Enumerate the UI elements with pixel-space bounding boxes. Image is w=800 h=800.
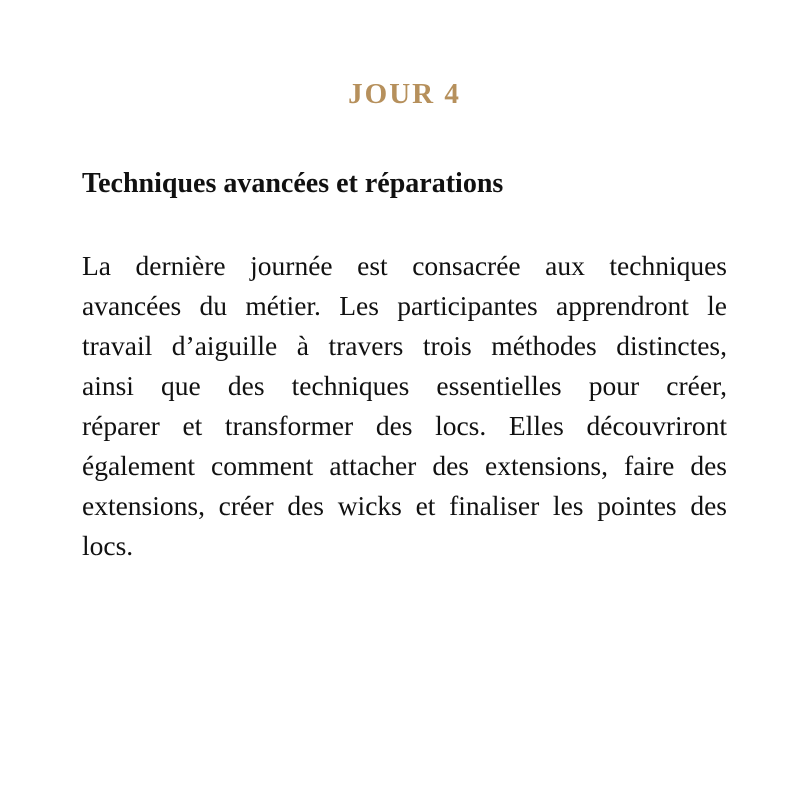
- paragraph-line: locs.: [82, 530, 134, 561]
- paragraph-line: La dernière journée est consacrée aux techniques: [82, 250, 727, 281]
- paragraph-line: ainsi que des techniques essentielles pour créer,: [82, 370, 727, 401]
- paragraph-line: également comment attacher des extensions, faire des: [82, 450, 727, 481]
- document-page: [82, 0, 727, 566]
- paragraph-line: avancées du métier. Les participantes apprendront le: [82, 290, 727, 321]
- paragraph-line: réparer et transformer des locs. Elles découvriront: [82, 410, 727, 441]
- paragraph-line: extensions, créer des wicks et finaliser les pointes des: [82, 490, 727, 521]
- paragraph-line: travail d’aiguille à travers trois méthodes distinctes,: [82, 330, 727, 361]
- day-title: JOUR 4: [348, 78, 461, 110]
- section-heading: Techniques avancées et réparations: [82, 168, 504, 199]
- body-paragraph: [82, 246, 727, 566]
